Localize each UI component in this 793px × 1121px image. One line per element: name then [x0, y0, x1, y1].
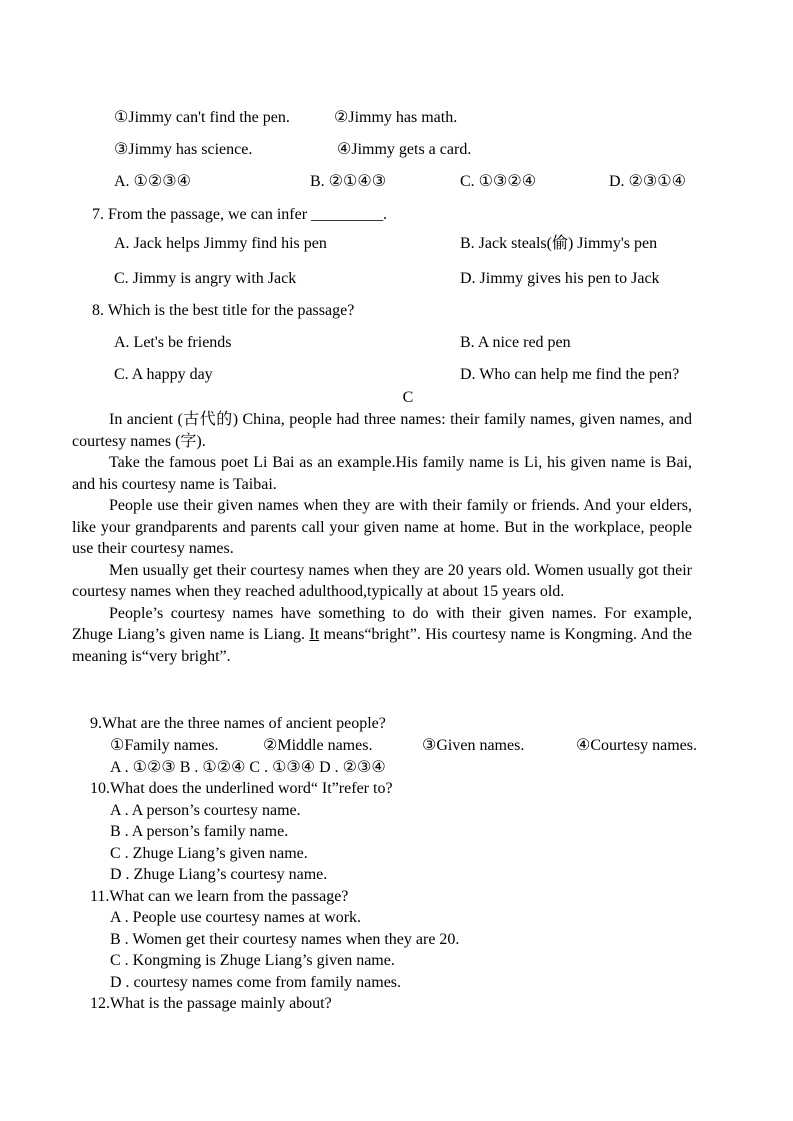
q7-option-d: D. Jimmy gives his pen to Jack	[460, 270, 660, 287]
q6-item-1: ①Jimmy can't find the pen.	[114, 109, 290, 126]
q9-item-1: ①Family names.	[110, 737, 219, 754]
q9-item-2: ②Middle names.	[263, 737, 373, 754]
q7-stem: 7. From the passage, we can infer _________.	[92, 206, 388, 223]
q10-option-a: A . A person’s courtesy name.	[110, 802, 301, 819]
q6-option-d: D. ②③①④	[609, 173, 686, 190]
paragraph-5-text-before: People’s courtesy names have something to do with their given names. For example, Zhuge Liang’s given name is Liang.	[72, 604, 692, 643]
underlined-word-it: It	[309, 626, 320, 643]
q7-option-b: B. Jack steals(偷) Jimmy's pen	[460, 235, 658, 252]
q8-option-a: A. Let's be friends	[114, 334, 232, 351]
q8-option-b: B. A nice red pen	[460, 334, 571, 351]
q6-item-4: ④Jimmy gets a card.	[337, 141, 472, 158]
q6-option-b: B. ②①④③	[310, 173, 387, 190]
passage-paragraph-3: People use their given names when they are with their family or friends. And your elders, like your grandparents and parents call your given name at home. But in the workplace, people use their courtesy names.	[72, 497, 692, 557]
q6-option-c: C. ①③②④	[460, 173, 537, 190]
passage-paragraph-5	[72, 603, 692, 668]
q10-stem: 10.What does the underlined word“ It”refer to?	[90, 780, 393, 797]
q11-option-b: B . Women get their courtesy names when they are 20.	[110, 931, 460, 948]
q12-stem: 12.What is the passage mainly about?	[90, 995, 332, 1012]
passage-paragraph-1: In ancient (古代的) China, people had three names: their family names, given names, and courtesy names (字).	[72, 411, 692, 450]
q9-stem: 9.What are the three names of ancient people?	[90, 715, 386, 732]
passage-paragraph-2: Take the famous poet Li Bai as an example.His family name is Li, his given name is Bai, and his courtesy name is Taibai.	[72, 454, 692, 493]
q9-item-4: ④Courtesy names.	[576, 737, 697, 754]
section-c-label: C	[402, 389, 414, 406]
q8-option-c: C. A happy day	[114, 366, 213, 383]
q7-option-a: A. Jack helps Jimmy find his pen	[114, 235, 327, 252]
q8-option-d: D. Who can help me find the pen?	[460, 366, 680, 383]
reading-passage	[72, 409, 692, 667]
q11-stem: 11.What can we learn from the passage?	[90, 888, 349, 905]
q11-option-c: C . Kongming is Zhuge Liang’s given name.	[110, 952, 395, 969]
paragraph-5-text-after: means“bright”. His courtesy name is Kongming. And the meaning is“very bright”.	[72, 626, 692, 665]
q7-option-c: C. Jimmy is angry with Jack	[114, 270, 297, 287]
q6-item-2: ②Jimmy has math.	[334, 109, 458, 126]
q11-option-a: A . People use courtesy names at work.	[110, 909, 362, 926]
q10-option-b: B . A person’s family name.	[110, 823, 289, 840]
q10-option-d: D . Zhuge Liang’s courtesy name.	[110, 866, 328, 883]
q8-stem: 8. Which is the best title for the passage?	[92, 302, 355, 319]
passage-paragraph-4: Men usually get their courtesy names when they are 20 years old. Women usually got their courtesy names when they reached adulthood,typically at about 15 years old.	[72, 561, 692, 600]
q9-options: A . ①②③ B . ①②④ C . ①③④ D . ②③④	[110, 759, 386, 776]
q9-item-3: ③Given names.	[422, 737, 525, 754]
q11-option-d: D . courtesy names come from family names.	[110, 974, 402, 991]
q6-option-a: A. ①②③④	[114, 173, 191, 190]
q10-option-c: C . Zhuge Liang’s given name.	[110, 845, 308, 862]
q6-item-3: ③Jimmy has science.	[114, 141, 253, 158]
